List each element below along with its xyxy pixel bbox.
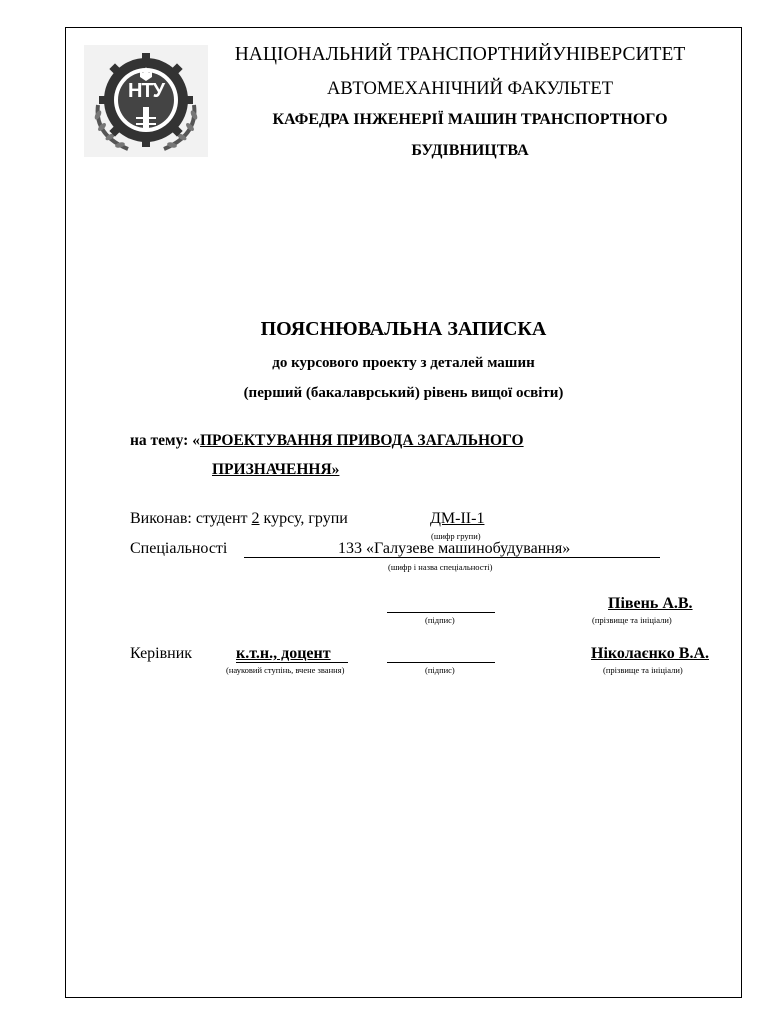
course-label: курсу, групи (259, 510, 348, 527)
group-hint: (шифр групи) (431, 531, 481, 541)
specialty-hint: (шифр і назва спеціальності) (388, 562, 493, 572)
specialty-value: 133 «Галузеве машинобудування» (338, 540, 571, 557)
student-name: Півень А.В. (608, 595, 693, 612)
student-course: 2 (251, 510, 260, 527)
education-level: (перший (бакалаврський) рівень вищої освіти) (243, 385, 564, 401)
supervisor-name: Ніколаєнко В.А. (591, 645, 710, 662)
topic-prefix: на тему: « (130, 432, 200, 449)
supervisor-degree: к.т.н., доцент (236, 645, 331, 662)
topic-title-line1: ПРОЕКТУВАННЯ ПРИВОДА ЗАГАЛЬНОГО (199, 432, 524, 449)
supervisor-label: Керівник (130, 645, 193, 662)
topic-line1 (130, 432, 524, 450)
faculty-name: АВТОМЕХАНІЧНИЙ ФАКУЛЬТЕТ (326, 79, 614, 99)
logo-text: НТУ (127, 80, 165, 102)
specialty-label: Спеціальності (130, 540, 228, 557)
supervisor-degree-underline (236, 662, 348, 663)
student-line (130, 510, 348, 528)
group-code: ДМ-ІІ-1 (430, 510, 485, 527)
university-name: НАЦІОНАЛЬНИЙ ТРАНСПОРТНИЙУНІВЕРСИТЕТ (234, 44, 686, 65)
student-signature-line (387, 612, 495, 613)
department-name-line2: БУДІВНИЦТВА (411, 142, 529, 159)
topic-title-line2: ПРИЗНАЧЕННЯ» (212, 461, 340, 478)
student-signature-hint: (підпис) (425, 615, 455, 625)
document-subtitle: до курсового проекту з деталей машин (272, 355, 535, 371)
document-title: ПОЯСНЮВАЛЬНА ЗАПИСКА (260, 318, 547, 340)
student-name-hint: (прізвище та ініціали) (592, 615, 672, 625)
supervisor-name-hint: (прізвище та ініціали) (603, 665, 683, 675)
supervisor-degree-hint: (науковий ступінь, вчене звання) (226, 665, 345, 675)
supervisor-signature-line (387, 662, 495, 663)
student-label: Виконав: студент (130, 510, 252, 527)
department-name-line1: КАФЕДРА ІНЖЕНЕРІЇ МАШИН ТРАНСПОРТНОГО (272, 111, 668, 128)
supervisor-signature-hint: (підпис) (425, 665, 455, 675)
university-logo (84, 45, 208, 157)
